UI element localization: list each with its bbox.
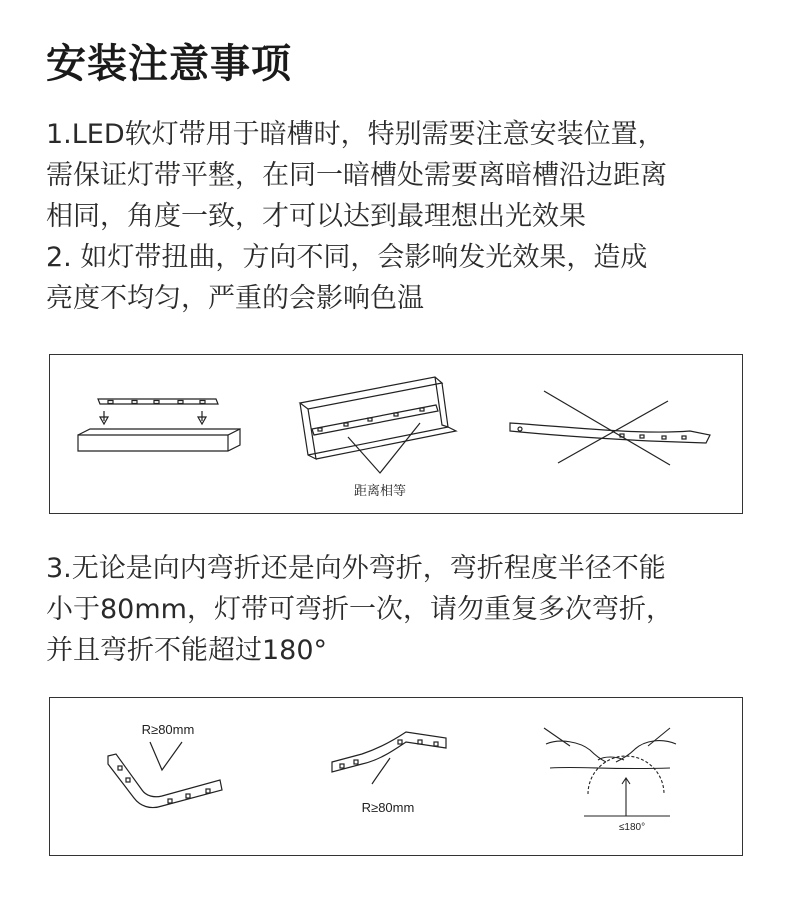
distance-equal-label: 距离相等 — [353, 483, 407, 498]
text-line: 2. 如灯带扭曲，方向不同，会影响发光效果，造成 — [46, 242, 648, 273]
page-title: 安装注意事项 — [46, 41, 292, 87]
bending-illustration — [50, 698, 742, 855]
text-line: 小于80mm，灯带可弯折一次，请勿重复多次弯折， — [46, 594, 673, 625]
installation-illustration — [50, 355, 742, 513]
inward-bend-strip — [108, 742, 222, 808]
radius-label-inward: R≥80mm — [141, 722, 195, 737]
bending-figure — [49, 697, 743, 856]
channel-illustration — [300, 377, 456, 473]
text-line: 亮度不均匀，严重的会影响色温 — [46, 283, 424, 314]
text-line: 3.无论是向内弯折还是向外弯折，弯折程度半径不能 — [46, 553, 666, 584]
angle-label: ≤180° — [618, 822, 646, 833]
hands-bending-illustration — [544, 728, 676, 816]
text-line: 需保证灯带平整，在同一暗槽处需要离暗槽沿边距离 — [46, 160, 667, 191]
installation-figure — [49, 354, 743, 514]
text-line: 并且弯折不能超过180° — [46, 635, 328, 666]
instruction-paragraph-1 — [46, 114, 766, 319]
text-line: 相同，角度一致，才可以达到最理想出光效果 — [46, 201, 586, 232]
radius-label-outward: R≥80mm — [361, 800, 415, 815]
outward-bend-strip — [332, 732, 446, 784]
strip-alignment-illustration — [78, 399, 240, 451]
instruction-paragraph-2 — [46, 548, 766, 671]
text-line: 1.LED软灯带用于暗槽时，特别需要注意安装位置， — [46, 119, 665, 150]
twisted-strip-illustration — [510, 391, 710, 465]
